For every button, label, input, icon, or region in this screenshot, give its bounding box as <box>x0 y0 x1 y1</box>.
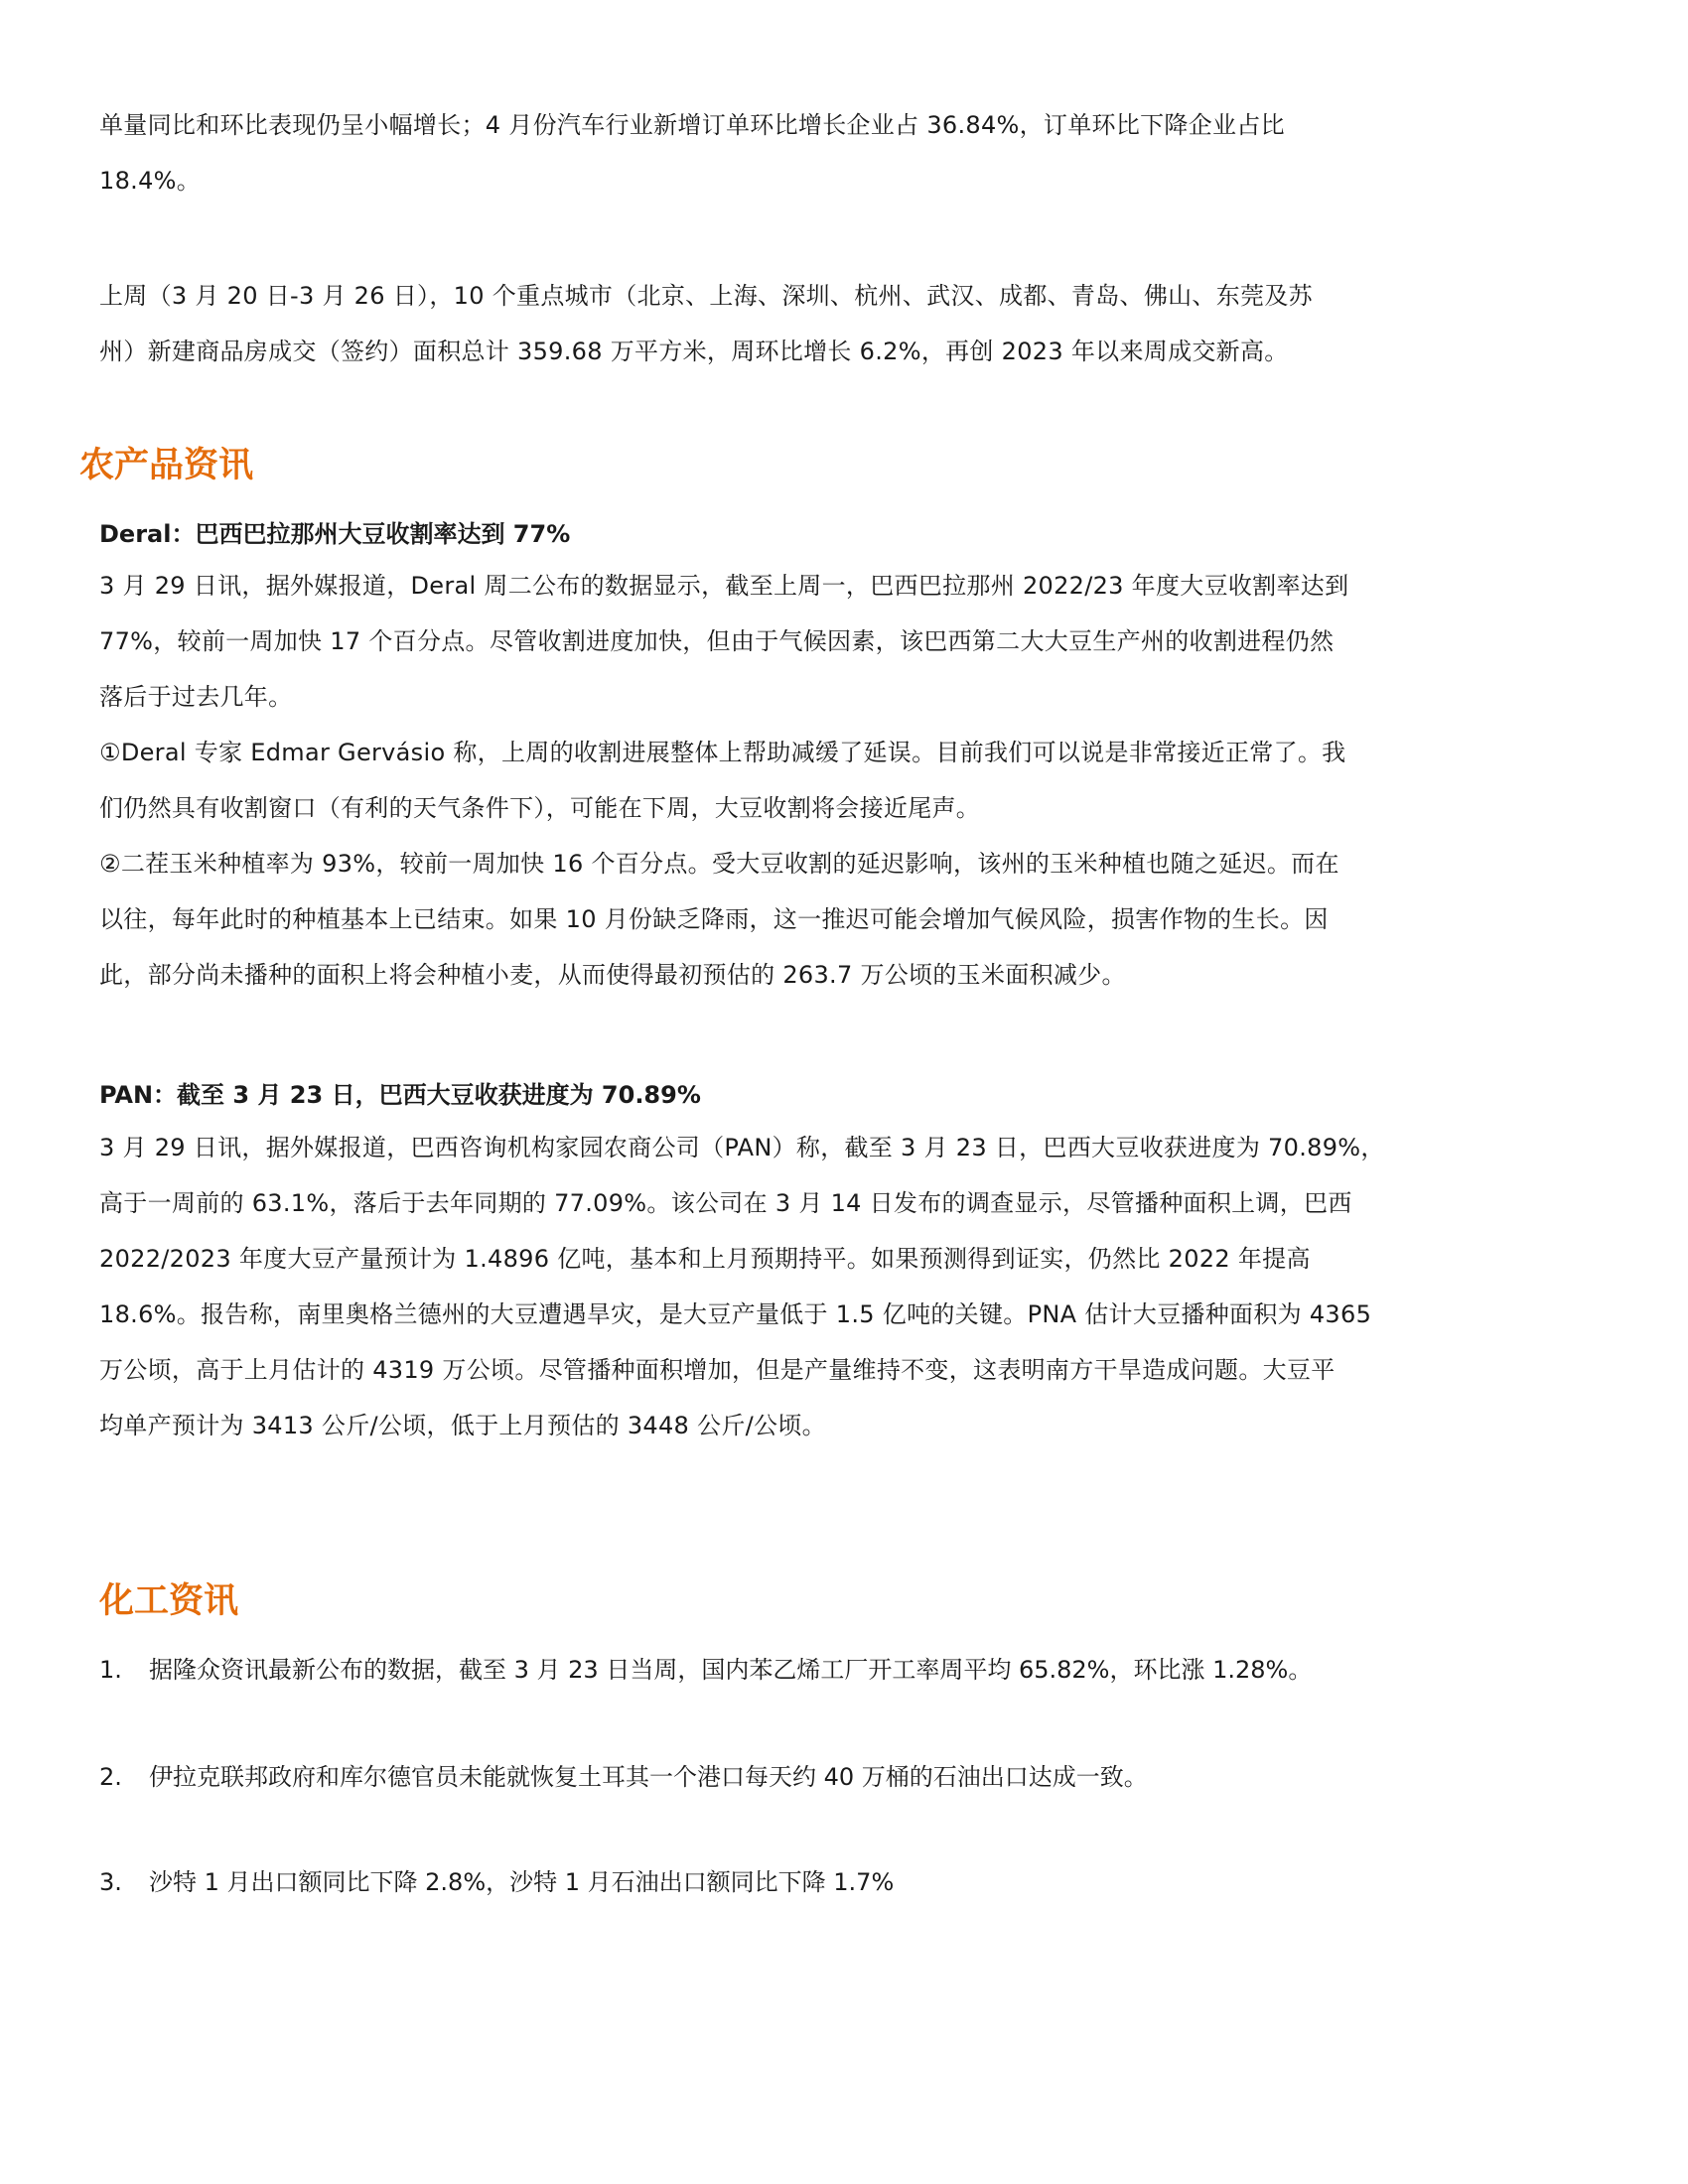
chem-news-heading: 化工资讯 <box>99 1581 239 1621</box>
paragraph-line: 此，部分尚未播种的面积上将会种植小麦，从而使得最初预估的 263.7 万公顷的玉米面积减少。 <box>99 961 1126 989</box>
housing-sales-paragraph <box>99 268 1569 379</box>
deral-article-title: Deral：巴西巴拉那州大豆收割率达到 77% <box>99 520 571 548</box>
paragraph-line: 们仍然具有收割窗口（有利的天气条件下），可能在下周，大豆收割将会接近尾声。 <box>99 794 981 822</box>
auto-orders-paragraph <box>99 97 1569 208</box>
pan-article-body <box>99 1120 1569 1453</box>
paragraph-line: 3 月 29 日讯，据外媒报道，巴西咨询机构家园农商公司（PAN）称，截至 3 月 23 日，巴西大豆收获进度为 70.89%， <box>99 1134 1385 1161</box>
list-item-text: 伊拉克联邦政府和库尔德官员未能就恢复土耳其一个港口每天约 40 万桶的石油出口达成一致。 <box>149 1763 1148 1791</box>
list-item-number: 3. <box>99 1868 122 1896</box>
list-item <box>99 1862 894 1902</box>
paragraph-line: 以往，每年此时的种植基本上已结束。如果 10 月份缺乏降雨，这一推迟可能会增加气候风险，损害作物的生长。因 <box>99 905 1329 933</box>
paragraph-line: 18.4%。 <box>99 167 202 195</box>
paragraph-line: 州）新建商品房成交（签约）面积总计 359.68 万平方米，周环比增长 6.2%，再创 2023 年以来周成交新高。 <box>99 338 1289 365</box>
list-item <box>99 1757 1148 1797</box>
list-item-number: 2. <box>99 1763 122 1791</box>
paragraph-line: 落后于过去几年。 <box>99 683 293 711</box>
paragraph-line: ②二茬玉米种植率为 93%，较前一周加快 16 个百分点。受大豆收割的延迟影响，该州的玉米种植也随之延迟。而在 <box>99 850 1339 878</box>
list-item-number: 1. <box>99 1656 122 1684</box>
deral-article-body <box>99 558 1569 1003</box>
paragraph-line: 上周（3 月 20 日-3 月 26 日），10 个重点城市（北京、上海、深圳、杭州、武汉、成都、青岛、佛山、东莞及苏 <box>99 282 1313 310</box>
paragraph-line: 2022/2023 年度大豆产量预计为 1.4896 亿吨，基本和上月预期持平。如果预测得到证实，仍然比 2022 年提高 <box>99 1245 1311 1273</box>
paragraph-line: 3 月 29 日讯，据外媒报道，Deral 周二公布的数据显示，截至上周一，巴西巴拉那州 2022/23 年度大豆收割率达到 <box>99 572 1349 600</box>
list-item <box>99 1650 1312 1690</box>
paragraph-line: 单量同比和环比表现仍呈小幅增长；4 月份汽车行业新增订单环比增长企业占 36.84%，订单环比下降企业占比 <box>99 111 1285 139</box>
agri-news-heading: 农产品资讯 <box>79 446 254 485</box>
paragraph-line: 高于一周前的 63.1%，落后于去年同期的 77.09%。该公司在 3 月 14 日发布的调查显示，尽管播种面积上调，巴西 <box>99 1189 1352 1217</box>
list-item-text: 据隆众资讯最新公布的数据，截至 3 月 23 日当周，国内苯乙烯工厂开工率周平均 65.82%，环比涨 1.28%。 <box>149 1656 1313 1684</box>
paragraph-line: 77%，较前一周加快 17 个百分点。尽管收割进度加快，但由于气候因素，该巴西第二大大豆生产州的收割进程仍然 <box>99 627 1335 655</box>
paragraph-line: ①Deral 专家 Edmar Gervásio 称，上周的收割进展整体上帮助减缓了延误。目前我们可以说是非常接近正常了。我 <box>99 739 1346 766</box>
paragraph-line: 万公顷，高于上月估计的 4319 万公顷。尽管播种面积增加，但是产量维持不变，这表明南方干旱造成问题。大豆平 <box>99 1356 1336 1384</box>
paragraph-line: 18.6%。报告称，南里奥格兰德州的大豆遭遇旱灾，是大豆产量低于 1.5 亿吨的关键。PNA 估计大豆播种面积为 4365 <box>99 1300 1372 1328</box>
list-item-text: 沙特 1 月出口额同比下降 2.8%，沙特 1 月石油出口额同比下降 1.7% <box>149 1868 895 1896</box>
pan-article-title: PAN：截至 3 月 23 日，巴西大豆收获进度为 70.89% <box>99 1081 701 1109</box>
paragraph-line: 均单产预计为 3413 公斤/公顷，低于上月预估的 3448 公斤/公顷。 <box>99 1412 826 1439</box>
